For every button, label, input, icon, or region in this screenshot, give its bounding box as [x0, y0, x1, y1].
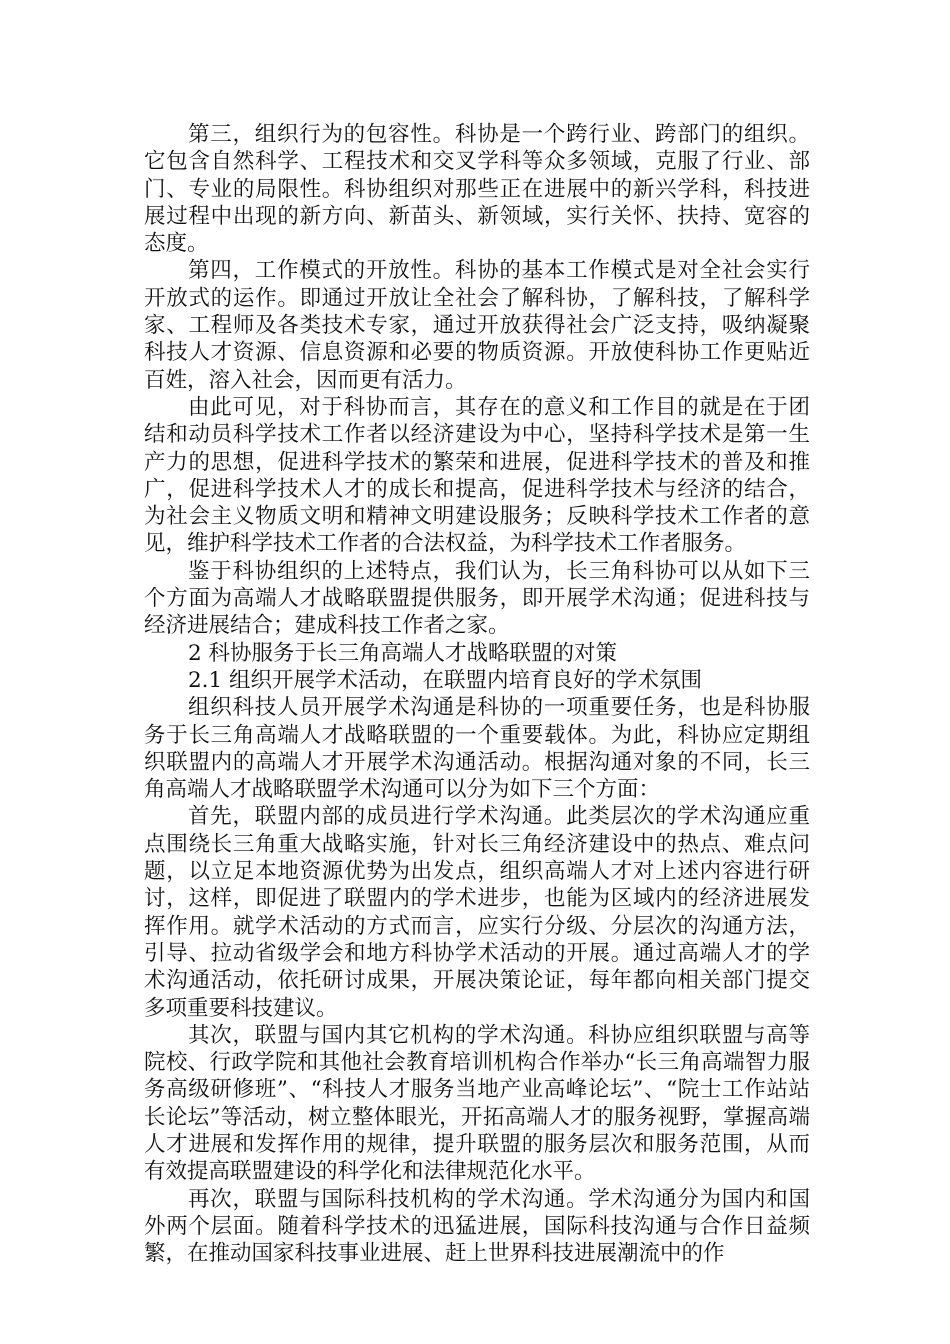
paragraph-first: 首先，联盟内部的成员进行学术沟通。此类层次的学术沟通应重点围绕长三角重大战略实施，针对长三角经济建设中的热点、难点问题，以立足本地资源优势为出发点，组织高端人才对上述内容进行研讨，这样，即促进了联盟内的学术进步，也能为区域内的经济进展发挥作用。就学术活动的方式而言，应实行分级、分层次的沟通方法，引导、拉动省级学会和地方科协学术活动的开展。通过高端人才的学术沟通活动，依托研讨成果，开展决策论证，每年都向相关部门提交多项重要科技建议。	[144, 804, 810, 1021]
paragraph-openness: 第四，工作模式的开放性。科协的基本工作模式是对全社会实行开放式的运作。即通过开放让全社会了解科协，了解科技，了解科学家、工程师及各类技术专家，通过开放获得社会广泛支持，吸纳凝聚科技人才资源、信息资源和必要的物质资源。开放使科协工作更贴近百姓，溶入社会，因而更有活力。	[144, 258, 810, 393]
subsection-heading: 2.1 组织开展学术活动，在联盟内培育良好的学术氛围	[188, 667, 703, 693]
paragraph-purpose: 由此可见，对于科协而言，其存在的意义和工作目的就是在于团结和动员科学技术工作者以经济建设为中心，坚持科学技术是第一生产力的思想，促进科学技术的繁荣和进展，促进科学技术的普及和推广，促进科学技术人才的成长和提高，促进科学技术与经济的结合，为社会主义物质文明和精神文明建设服务；反映科学技术工作者的意见，维护科学技术工作者的合法权益，为科学技术工作者服务。	[144, 394, 810, 557]
paragraph-second: 其次，联盟与国内其它机构的学术沟通。科协应组织联盟与高等院校、行政学院和其他社会教育培训机构合作举办“长三角高端智力服务高级研修班”、“科技人才服务当地产业高峰论坛”、“院士工作站站长论坛”等活动，树立整体眼光，开拓高端人才的服务视野，掌握高端人才进展和发挥作用的规律，提升联盟的服务层次和服务范围，从而有效提高联盟建设的科学化和法律规范化水平。	[144, 1022, 810, 1185]
paragraph-third: 再次，联盟与国际科技机构的学术沟通。学术沟通分为国内和国外两个层面。随着科学技术的迅猛进展，国际科技沟通与合作日益频繁，在推动国家科技事业进展、赶上世界科技进展潮流中的作	[144, 1186, 810, 1267]
section-heading: 2 科协服务于长三角高端人才战略联盟的对策	[188, 640, 618, 666]
paragraph-academic-exchange: 组织科技人员开展学术沟通是科协的一项重要任务，也是科协服务于长三角高端人才战略联盟的一个重要载体。为此，科协应定期组织联盟内的高端人才开展学术沟通活动。根据沟通对象的不同，长三角高端人才战略联盟学术沟通可以分为如下三个方面：	[144, 695, 810, 803]
paragraph-inclusiveness: 第三，组织行为的包容性。科协是一个跨行业、跨部门的组织。它包含自然科学、工程技术和交叉学科等众多领域，克服了行业、部门、专业的局限性。科协组织对那些正在进展中的新兴学科，科技进展过程中出现的新方向、新苗头、新领域，实行关怀、扶持、宽容的态度。	[144, 122, 810, 257]
paragraph-services: 鉴于科协组织的上述特点，我们认为，长三角科协可以从如下三个方面为高端人才战略联盟提供服务，即开展学术沟通；促进科技与经济进展结合；建成科技工作者之家。	[144, 558, 810, 639]
document-body	[144, 121, 810, 1267]
